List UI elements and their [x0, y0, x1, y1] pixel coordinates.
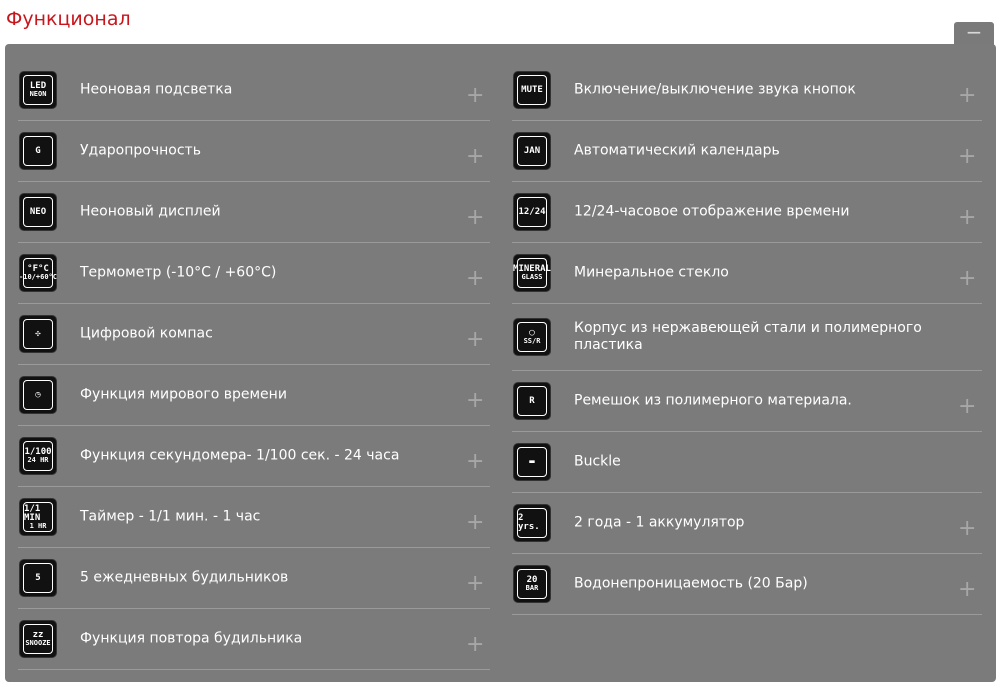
daily-alarms-icon — [20, 560, 56, 596]
expand-plus-icon[interactable] — [958, 211, 972, 225]
mineral-glass-icon-subtext: GLASS — [521, 273, 543, 281]
expand-plus-icon[interactable] — [466, 272, 480, 286]
feature-label: Минеральное стекло — [574, 264, 729, 281]
case-icon-text: ◯ — [529, 328, 535, 338]
feature-row-daily-alarms[interactable] — [18, 548, 490, 609]
feature-row-battery[interactable] — [512, 493, 982, 554]
snooze-icon-face — [23, 624, 53, 654]
feature-label: 5 ежедневных будильников — [80, 569, 289, 586]
feature-label: Функция мирового времени — [80, 386, 287, 403]
mineral-glass-icon — [514, 255, 550, 291]
feature-label: 12/24-часовое отображение времени — [574, 203, 850, 220]
feature-row-shock-resistance[interactable] — [18, 121, 490, 182]
feature-label: Цифровой компас — [80, 325, 213, 342]
feature-label: Водонепроницаемость (20 Бар) — [574, 575, 808, 592]
expand-plus-icon[interactable] — [958, 89, 972, 103]
expand-plus-icon[interactable] — [466, 577, 480, 591]
timer-icon-face — [23, 502, 53, 532]
case-icon-face — [517, 322, 547, 352]
expand-plus-icon[interactable] — [466, 89, 480, 103]
water-resistance-icon-subtext: BAR — [525, 584, 539, 592]
expand-plus-icon[interactable] — [958, 583, 972, 597]
buckle-icon-text: ▬ — [529, 456, 535, 467]
feature-row-thermometer[interactable] — [18, 243, 490, 304]
button-sound-icon — [514, 72, 550, 108]
stopwatch-icon-face — [23, 441, 53, 471]
mineral-glass-icon-text: MINERAL — [513, 264, 551, 274]
features-right-column — [512, 60, 982, 615]
expand-plus-icon[interactable] — [466, 455, 480, 469]
snooze-icon — [20, 621, 56, 657]
feature-label: Автоматический календарь — [574, 142, 780, 159]
water-resistance-icon-face — [517, 569, 547, 599]
feature-row-digital-compass[interactable] — [18, 304, 490, 365]
battery-icon-text: 2 yrs. — [518, 513, 540, 532]
thermometer-icon-subtext: -10/+60°C — [19, 273, 57, 281]
feature-label: Неоновый дисплей — [80, 203, 221, 220]
feature-row-auto-calendar[interactable] — [512, 121, 982, 182]
daily-alarms-icon-text: 5 — [35, 572, 41, 583]
timer-icon-text: 1/1 MIN — [24, 503, 41, 523]
feature-row-12-24-format[interactable] — [512, 182, 982, 243]
neon-display-icon-face — [23, 197, 53, 227]
daily-alarms-icon-face — [23, 563, 53, 593]
feature-row-neon-display[interactable] — [18, 182, 490, 243]
case-icon-subtext: SS/R — [523, 337, 541, 345]
feature-label: Функция секундомера- 1/100 сек. - 24 часа — [80, 447, 400, 464]
neon-display-icon — [20, 194, 56, 230]
strap-icon — [514, 383, 550, 419]
neon-display-icon-text: NEO — [29, 206, 47, 217]
feature-label: Функция повтора будильника — [80, 630, 303, 647]
case-icon — [514, 319, 550, 355]
feature-label: Включение/выключение звука кнопок — [574, 81, 856, 98]
digital-compass-icon — [20, 316, 56, 352]
buckle-icon-face — [517, 447, 547, 477]
12-24-format-icon — [514, 194, 550, 230]
snooze-icon-subtext: SNOOZE — [25, 639, 51, 647]
stopwatch-icon-text: 1/100 — [24, 447, 52, 457]
neon-light-icon-text: LED — [29, 81, 47, 91]
feature-row-stopwatch[interactable] — [18, 426, 490, 487]
expand-plus-icon[interactable] — [466, 516, 480, 530]
feature-row-buckle[interactable] — [512, 432, 982, 493]
feature-row-snooze[interactable] — [18, 609, 490, 670]
expand-plus-icon[interactable] — [466, 211, 480, 225]
feature-label: Корпус из нержавеющей стали и полимерного пластика — [574, 320, 922, 353]
world-time-icon — [20, 377, 56, 413]
12-24-format-icon-text: 12/24 — [518, 206, 546, 217]
expand-plus-icon[interactable] — [958, 272, 972, 286]
strap-icon-text: R — [529, 395, 535, 406]
collapse-button[interactable]: − — [954, 22, 994, 46]
feature-row-case[interactable] — [512, 304, 982, 371]
feature-label: Термометр (-10°C / +60°C) — [80, 264, 277, 281]
button-sound-icon-text: MUTE — [521, 84, 543, 95]
expand-plus-icon[interactable] — [958, 522, 972, 536]
auto-calendar-icon-text: JAN — [523, 145, 541, 156]
shock-resistance-icon-text: G — [35, 145, 41, 156]
expand-plus-icon[interactable] — [958, 150, 972, 164]
feature-row-mineral-glass[interactable] — [512, 243, 982, 304]
shock-resistance-icon — [20, 133, 56, 169]
feature-row-water-resistance[interactable] — [512, 554, 982, 615]
world-time-icon-text: ◷ — [35, 389, 41, 400]
section-title: Функционал — [6, 8, 131, 30]
expand-plus-icon[interactable] — [466, 394, 480, 408]
digital-compass-icon-text: ✣ — [35, 328, 41, 339]
battery-icon — [514, 505, 550, 541]
thermometer-icon-text: °F°C — [27, 264, 49, 274]
feature-label: Неоновая подсветка — [80, 81, 233, 98]
digital-compass-icon-face — [23, 319, 53, 349]
strap-icon-face — [517, 386, 547, 416]
feature-label: Buckle — [574, 453, 621, 470]
timer-icon — [20, 499, 56, 535]
feature-row-strap[interactable] — [512, 371, 982, 432]
feature-row-button-sound[interactable] — [512, 60, 982, 121]
snooze-icon-text: zz — [32, 630, 44, 640]
neon-light-icon-face — [23, 75, 53, 105]
feature-label: Ударопрочность — [80, 142, 201, 159]
buckle-icon — [514, 444, 550, 480]
features-panel — [5, 44, 996, 682]
water-resistance-icon-text: 20 — [526, 575, 538, 585]
feature-row-world-time[interactable] — [18, 365, 490, 426]
thermometer-icon-face — [19, 258, 57, 288]
thermometer-icon — [20, 255, 56, 291]
stopwatch-icon — [20, 438, 56, 474]
neon-light-icon — [20, 72, 56, 108]
timer-icon-subtext: 1 HR — [29, 521, 47, 530]
auto-calendar-icon-face — [517, 136, 547, 166]
world-time-icon-face — [23, 380, 53, 410]
expand-plus-icon[interactable] — [466, 333, 480, 347]
battery-icon-face — [517, 508, 547, 538]
expand-plus-icon[interactable] — [958, 400, 972, 414]
feature-row-timer[interactable] — [18, 487, 490, 548]
12-24-format-icon-face — [517, 197, 547, 227]
features-left-column — [18, 60, 490, 670]
feature-label: Таймер - 1/1 мин. - 1 час — [80, 508, 261, 525]
feature-label: 2 года - 1 аккумулятор — [574, 514, 745, 531]
feature-row-neon-light[interactable] — [18, 60, 490, 121]
auto-calendar-icon — [514, 133, 550, 169]
stopwatch-icon-subtext: 24 HR — [27, 456, 49, 464]
feature-label: Ремешок из полимерного материала. — [574, 392, 852, 409]
water-resistance-icon — [514, 566, 550, 602]
neon-light-icon-subtext: NEON — [29, 90, 47, 98]
shock-resistance-icon-face — [23, 136, 53, 166]
button-sound-icon-face — [517, 75, 547, 105]
expand-plus-icon[interactable] — [466, 150, 480, 164]
mineral-glass-icon-face — [513, 258, 551, 288]
expand-plus-icon[interactable] — [466, 638, 480, 652]
